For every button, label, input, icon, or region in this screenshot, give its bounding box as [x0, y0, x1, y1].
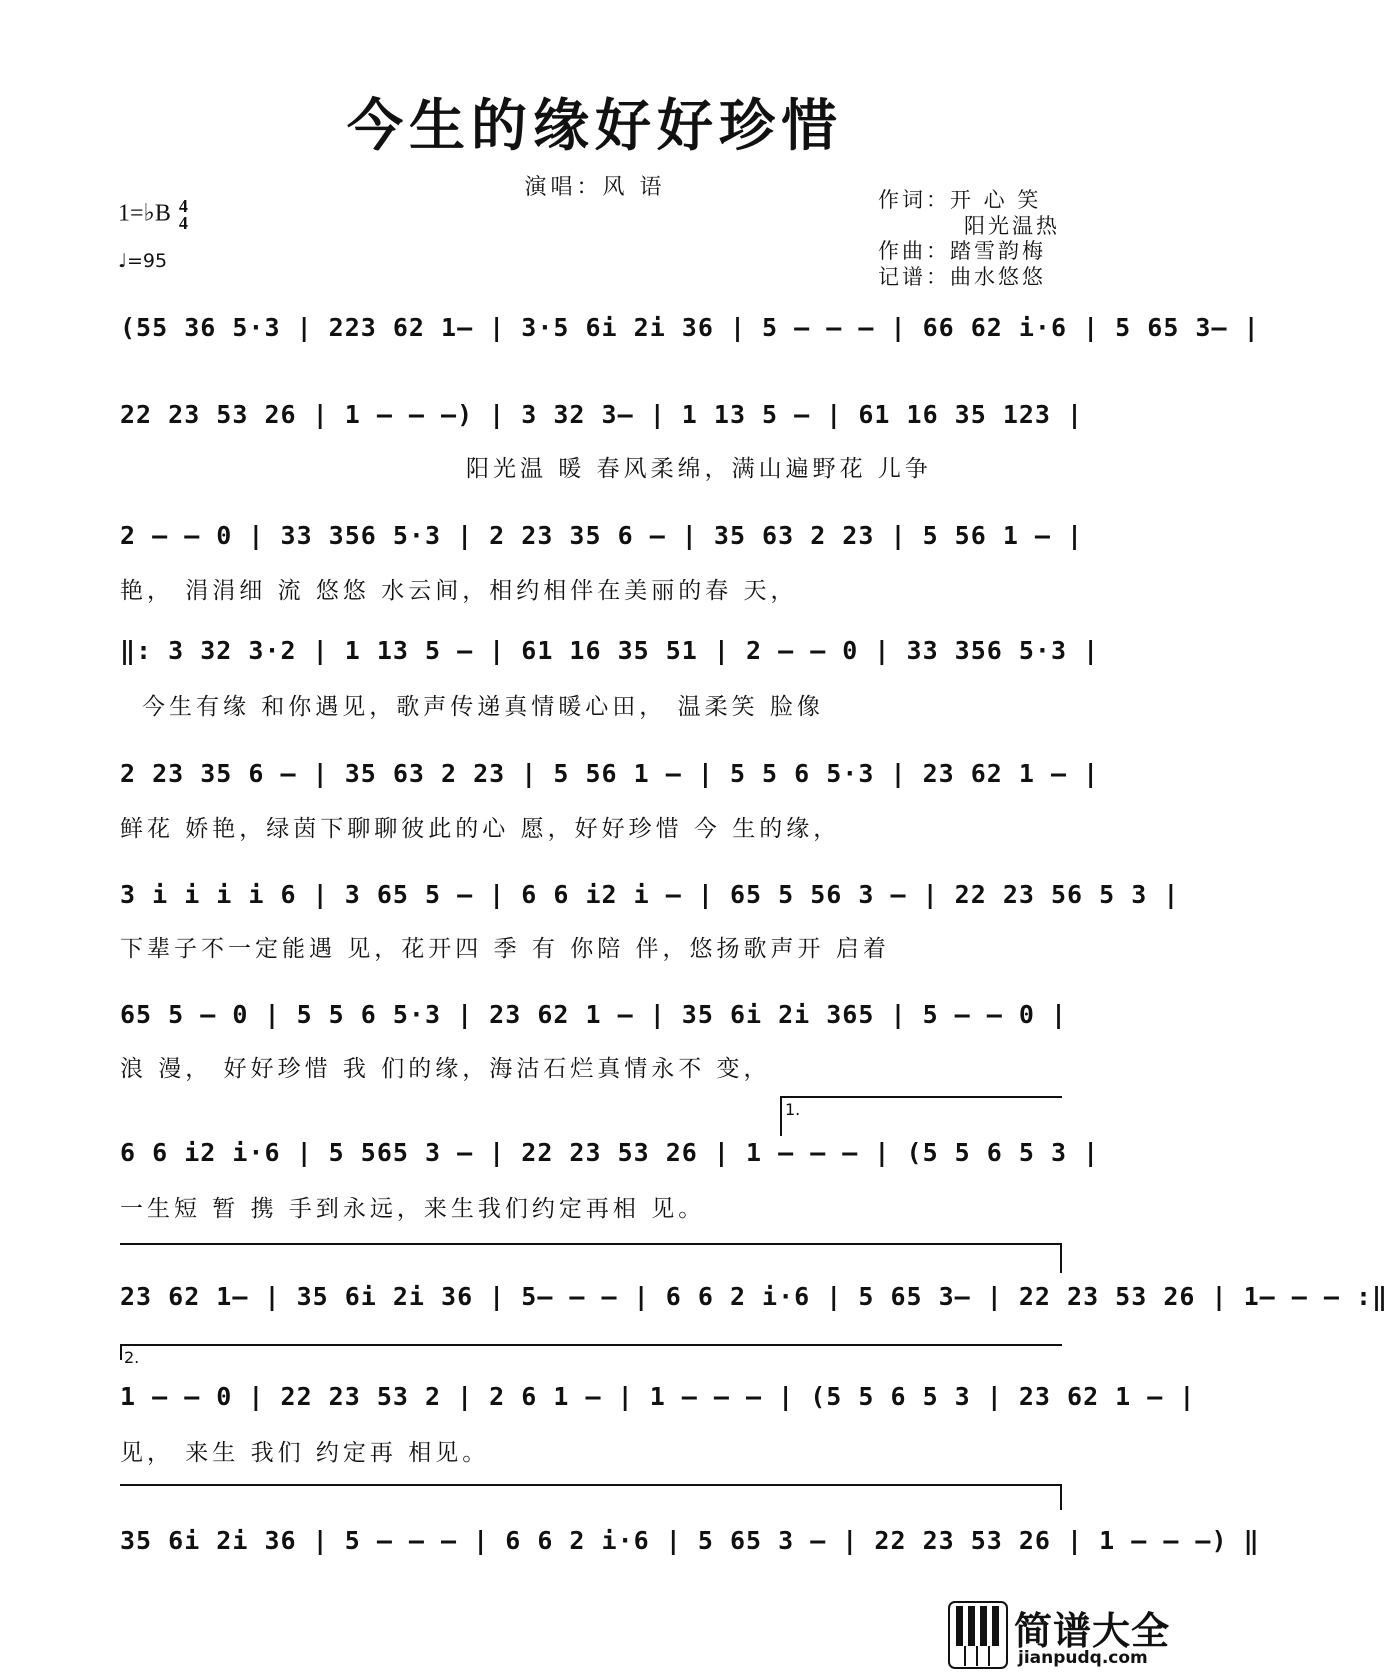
volta-second-bracket — [120, 1344, 1062, 1346]
piano-keys-icon — [948, 1598, 1010, 1670]
volta-first-bracket — [780, 1096, 1062, 1098]
volta-first-label: 1. — [785, 1100, 801, 1119]
notation-row: 35 6i 2i 36 | 5 – – – | 6 6 2 i·6 | 5 65 3 – | 22 23 53 26 | 1 – – –) ‖ — [120, 1526, 1260, 1555]
time-signature — [179, 198, 188, 232]
tempo-marking: ♩=95 — [118, 250, 168, 272]
key-signature — [118, 198, 188, 232]
notation-row: 23 62 1– | 35 6i 2i 36 | 5– – – | 6 6 2 i·6 | 5 65 3– | 22 23 53 26 | 1– – – :‖ — [120, 1282, 1388, 1311]
lyricist-credit: 作词：开 心 笑 — [878, 188, 1042, 212]
lyrics-row: 见， 来生 我们 约定再 相见。 — [120, 1440, 490, 1466]
site-logo[interactable] — [948, 1598, 1178, 1672]
composer-credit: 作曲：踏雪韵梅 — [878, 239, 1046, 263]
notation-row: 2 23 35 6 – | 35 63 2 23 | 5 56 1 – | 5 5 6 5·3 | 23 62 1 – | — [120, 759, 1100, 788]
notation-row: 1 – – 0 | 22 23 53 2 | 2 6 1 – | 1 – – – | (5 5 6 5 3 | 23 62 1 – | — [120, 1382, 1196, 1411]
lyrics-row: 浪 漫， 好好珍惜 我 们的缘，海沽石烂真情永不 变， — [120, 1056, 771, 1082]
lyrics-row: 艳， 涓涓细 流 悠悠 水云间，相约相伴在美丽的春 天， — [120, 578, 798, 604]
lyrics-row: 下辈子不一定能遇 见，花开四 季 有 你陪 伴，悠扬歌声开 启着 — [120, 936, 890, 962]
coda-line — [120, 1484, 1062, 1486]
notation-row: 6 6 i2 i·6 | 5 565 3 – | 22 23 53 26 | 1 – – – | (5 5 6 5 3 | — [120, 1138, 1100, 1167]
coda-line-end — [1060, 1484, 1062, 1510]
notation-row: 22 23 53 26 | 1 – – –) | 3 32 3– | 1 13 5 – | 61 16 35 123 | — [120, 400, 1084, 429]
lyrics-row: 今生有缘 和你遇见，歌声传递真情暖心田， 温柔笑 脸像 — [142, 694, 824, 720]
volta-first-bracket-left — [780, 1096, 782, 1136]
volta-first-end — [1060, 1243, 1062, 1273]
transcriber-credit: 记谱：曲水悠悠 — [878, 265, 1046, 289]
volta-second-bracket-left — [120, 1344, 122, 1360]
notation-row: 2 – – 0 | 33 356 5·3 | 2 23 35 6 – | 35 63 2 23 | 5 56 1 – | — [120, 521, 1084, 550]
notation-row: 65 5 – 0 | 5 5 6 5·3 | 23 62 1 – | 35 6i 2i 365 | 5 – – 0 | — [120, 1000, 1068, 1029]
notation-row: 3 i i i i 6 | 3 65 5 – | 6 6 i2 i – | 65 5 56 3 – | 22 23 56 5 3 | — [120, 880, 1180, 909]
time-signature-top: 4 — [178, 196, 188, 216]
lyricist-second-credit: 阳光温热 — [964, 214, 1060, 238]
time-signature-bottom: 4 — [178, 213, 188, 233]
volta-second-label: 2. — [124, 1348, 140, 1367]
key-label: 1=♭B — [118, 200, 171, 227]
lyrics-row: 鲜花 娇艳，绿茵下聊聊彼此的心 愿，好好珍惜 今 生的缘， — [120, 816, 841, 842]
logo-name: 简谱大全 — [1014, 1609, 1171, 1653]
lyrics-row: 阳光温 暖 春风柔绵，满山遍野花 儿争 — [466, 456, 932, 482]
volta-first-continuation — [120, 1243, 1062, 1245]
notation-row: ‖: 3 32 3·2 | 1 13 5 – | 61 16 35 51 | 2 – – 0 | 33 356 5·3 | — [120, 636, 1100, 665]
notation-row: (55 36 5·3 | 223 62 1– | 3·5 6i 2i 36 | 5 – – – | 66 62 i·6 | 5 65 3– | — [120, 313, 1260, 342]
logo-url: jianpudq.com — [1018, 1648, 1148, 1668]
song-title: 今生的缘好好珍惜 — [347, 93, 843, 159]
lyrics-row: 一生短 暂 携 手到永远，来生我们约定再相 见。 — [120, 1196, 706, 1222]
singer-credit: 演唱：风 语 — [524, 175, 666, 200]
